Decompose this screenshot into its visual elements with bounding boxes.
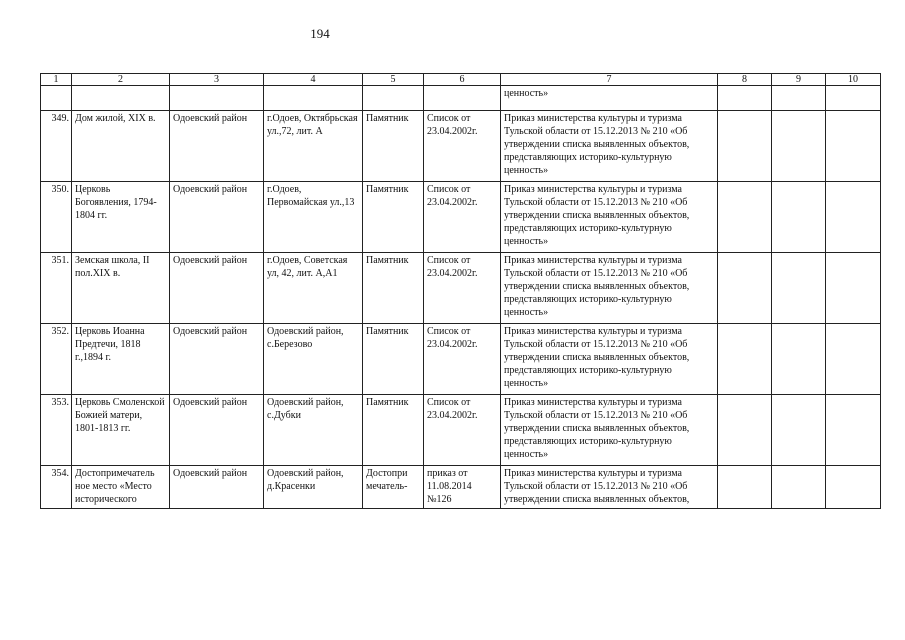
basis: Список от 23.04.2002г. [424,253,501,324]
table-row [41,395,881,466]
basis: приказ от 11.08.2014 №126 [424,466,501,509]
basis: Список от 23.04.2002г. [424,395,501,466]
header-cell: 7 [501,74,718,86]
row-number: 350. [41,182,72,253]
object-name: Церковь Иоанна Предтечи, 1818 г.,1894 г. [72,324,170,395]
address: г.Одоев, Советская ул, 42, лит. А,А1 [264,253,363,324]
district: Одоевский район [170,395,264,466]
address: г.Одоев, Первомайская ул.,13 [264,182,363,253]
object-name: Земская школа, II пол.XIX в. [72,253,170,324]
row-number: 353. [41,395,72,466]
header-cell: 5 [363,74,424,86]
order: Приказ министерства культуры и туризма Тульской области от 15.12.2013 № 210 «Об утверждении списка выявленных объектов, представляющих историко-культурную ценность» [501,182,718,253]
page-number: 194 [310,26,330,41]
address: г.Одоев, Октябрьская ул.,72, лит. А [264,111,363,182]
district: Одоевский район [170,466,264,509]
header-row [41,74,881,86]
table-row [41,182,881,253]
order: Приказ министерства культуры и туризма Тульской области от 15.12.2013 № 210 «Об утверждении списка выявленных объектов, [501,466,718,509]
header-cell: 1 [41,74,72,86]
category: Памятник [363,111,424,182]
heritage-registry-table [40,73,881,509]
table-row [41,466,881,509]
basis: Список от 23.04.2002г. [424,324,501,395]
district: Одоевский район [170,324,264,395]
address: Одоевский район, с.Березово [264,324,363,395]
header-cell: 8 [718,74,772,86]
basis: Список от 23.04.2002г. [424,182,501,253]
category: Памятник [363,324,424,395]
object-name: Дом жилой, XIX в. [72,111,170,182]
district: Одоевский район [170,182,264,253]
header-cell: 6 [424,74,501,86]
table-row [41,111,881,182]
row-number: 351. [41,253,72,324]
category: Памятник [363,253,424,324]
order: Приказ министерства культуры и туризма Тульской области от 15.12.2013 № 210 «Об утверждении списка выявленных объектов, представляющих историко-культурную ценность» [501,253,718,324]
category: Памятник [363,182,424,253]
row-number: 354. [41,466,72,509]
table-row [41,253,881,324]
basis: Список от 23.04.2002г. [424,111,501,182]
order: Приказ министерства культуры и туризма Тульской области от 15.12.2013 № 210 «Об утверждении списка выявленных объектов, представляющих историко-культурную ценность» [501,111,718,182]
header-cell: 2 [72,74,170,86]
header-cell: 9 [772,74,826,86]
row-number: 352. [41,324,72,395]
object-name: Церковь Богоявления, 1794-1804 гг. [72,182,170,253]
table-row [41,324,881,395]
district: Одоевский район [170,253,264,324]
header-cell: 4 [264,74,363,86]
order: Приказ министерства культуры и туризма Тульской области от 15.12.2013 № 210 «Об утверждении списка выявленных объектов, представляющих историко-культурную ценность» [501,324,718,395]
header-cell: 3 [170,74,264,86]
district: Одоевский район [170,111,264,182]
object-name: Достопримечатель ное место «Место исторического [72,466,170,509]
row-number: 349. [41,111,72,182]
address: Одоевский район, с.Дубки [264,395,363,466]
object-name: Церковь Смоленской Божией матери, 1801-1813 гг. [72,395,170,466]
category: Памятник [363,395,424,466]
header-cell: 10 [826,74,881,86]
continuation-row [41,86,881,111]
category: Достопри мечатель- [363,466,424,509]
address: Одоевский район, д.Красенки [264,466,363,509]
continuation-text: ценность» [501,86,718,111]
order: Приказ министерства культуры и туризма Тульской области от 15.12.2013 № 210 «Об утверждении списка выявленных объектов, представляющих историко-культурную ценность» [501,395,718,466]
